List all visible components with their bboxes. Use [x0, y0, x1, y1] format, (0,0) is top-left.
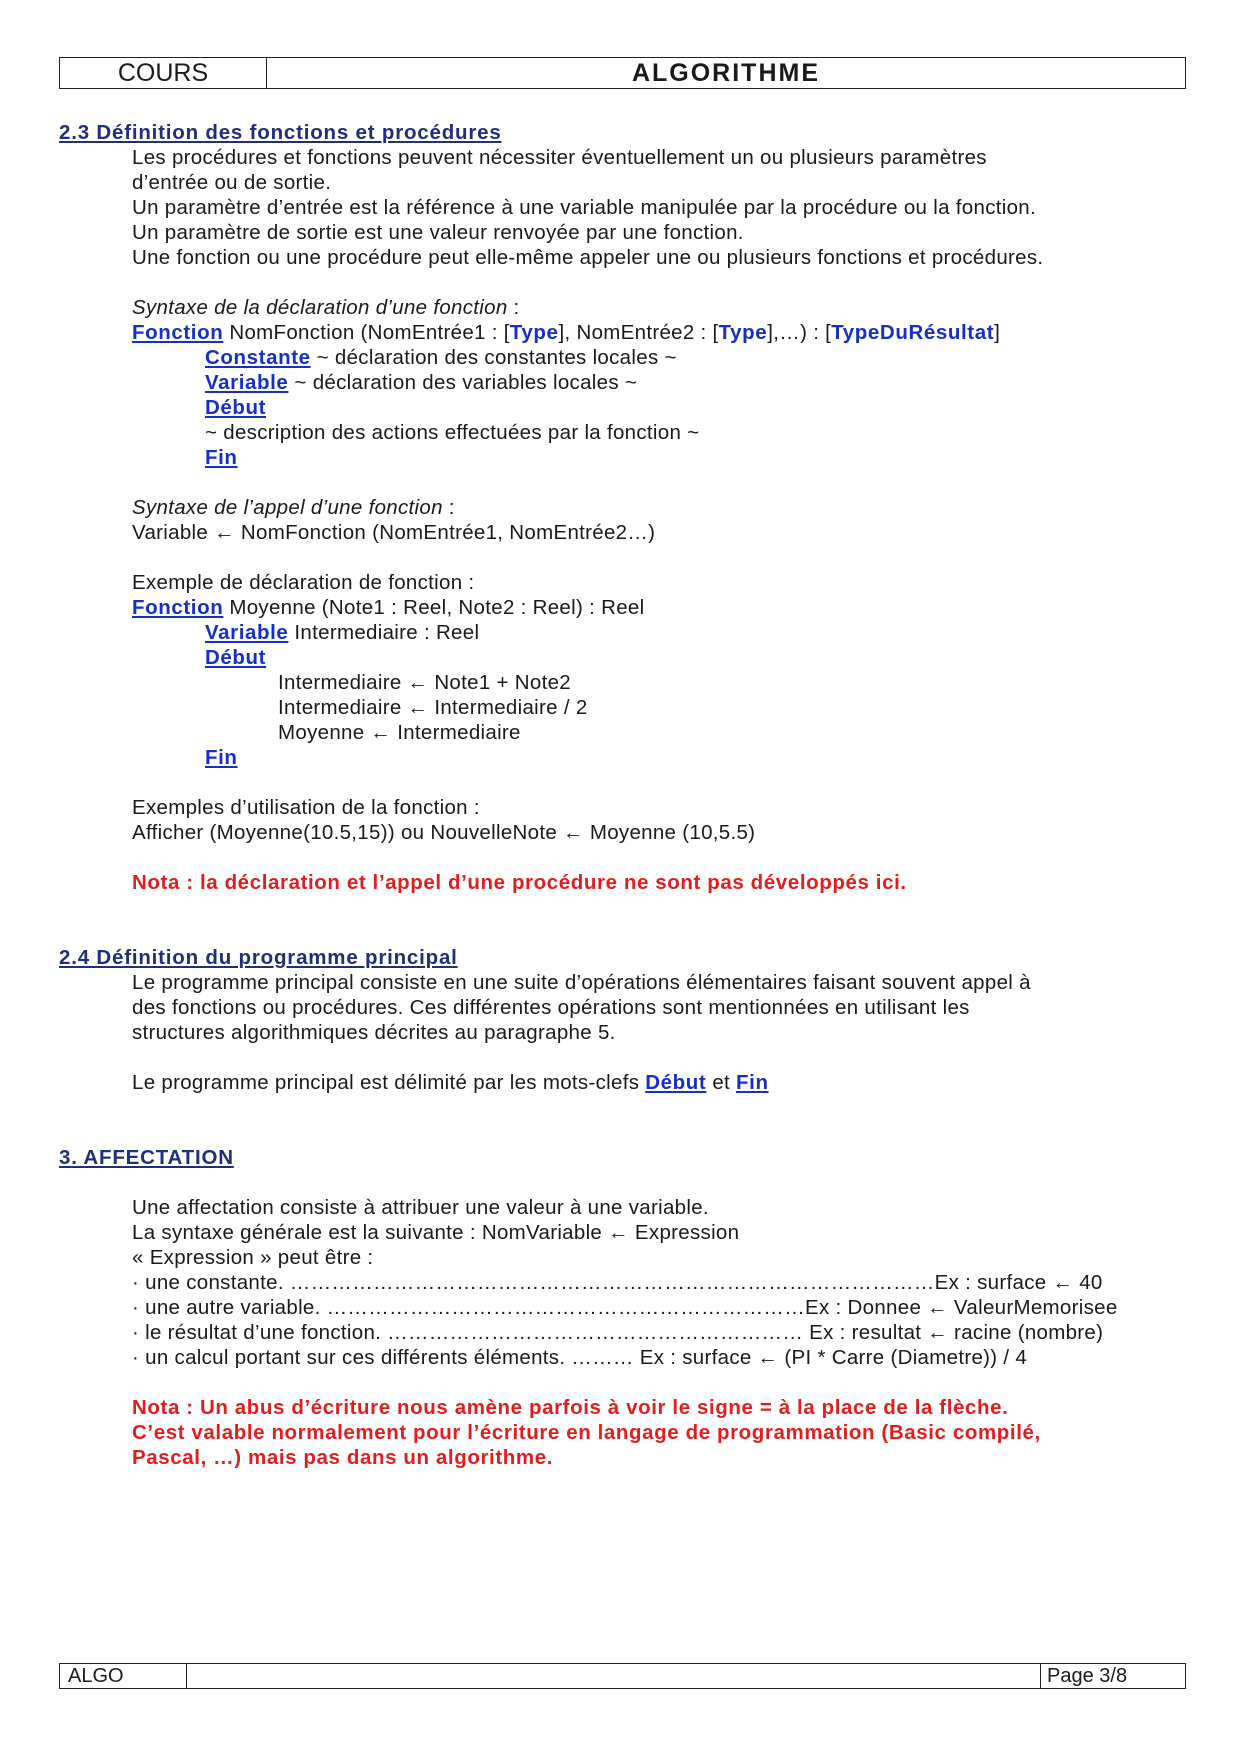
decl-constante: Constante ~ déclaration des constantes locales ~	[205, 346, 677, 369]
list-item: · une constante. …………………………………………………………………………………Ex : surface ← 40	[132, 1271, 1103, 1294]
page-footer	[59, 1663, 1186, 1689]
list-item: · une autre variable. ……………………………………………………………Ex : Donnee ← ValeurMemorisee	[132, 1296, 1118, 1319]
keyword-debut: Début	[645, 1071, 707, 1094]
nota-procedure: Nota : la déclaration et l’appel d’une procédure ne sont pas développés ici.	[132, 871, 907, 894]
keyword-type: Type	[718, 321, 768, 344]
decl-fin	[205, 445, 238, 470]
keyword-constante: Constante	[205, 346, 311, 369]
example-body-line: Intermediaire ← Intermediaire / 2	[278, 696, 588, 719]
call-syntax-label: Syntaxe de l’appel d’une fonction :	[132, 496, 455, 519]
main-program-delimiters: Le programme principal est délimité par les mots-clefs Début et Fin	[132, 1071, 769, 1094]
decl-actions: ~ description des actions effectuées par la fonction ~	[205, 421, 700, 444]
nota-affectation-line: Pascal, …) mais pas dans un algorithme.	[132, 1446, 553, 1469]
paragraph-line: Les procédures et fonctions peuvent nécessiter éventuellement un ou plusieurs paramètres	[132, 146, 987, 169]
example-body-line: Intermediaire ← Note1 + Note2	[278, 671, 571, 694]
example-body-line: Moyenne ← Intermediaire	[278, 721, 521, 744]
paragraph-line: structures algorithmiques décrites au paragraphe 5.	[132, 1021, 616, 1044]
keyword-fin: Fin	[205, 446, 238, 469]
list-item: · un calcul portant sur ces différents éléments. ……… Ex : surface ← (PI * Carre (Diametre)) / 4	[132, 1346, 1028, 1369]
keyword-fonction: Fonction	[132, 321, 224, 344]
paragraph-line: Une affectation consiste à attribuer une valeur à une variable.	[132, 1196, 709, 1219]
paragraph-line: Un paramètre d’entrée est la référence à une variable manipulée par la procédure ou la fonction.	[132, 196, 1036, 219]
keyword-fin: Fin	[205, 746, 238, 769]
keyword-type: Type	[509, 321, 559, 344]
section-2-3-title: 2.3 Définition des fonctions et procédures	[59, 121, 502, 144]
list-item: · le résultat d’une fonction. …………………………………………………… Ex : resultat ← racine (nombre)	[132, 1321, 1104, 1344]
header-course-label: COURS	[60, 58, 267, 88]
decl-signature: Fonction NomFonction (NomEntrée1 : [Type], NomEntrée2 : [Type],…) : [TypeDuRésultat]	[132, 321, 1001, 344]
paragraph-line: Un paramètre de sortie est une valeur renvoyée par une fonction.	[132, 221, 744, 244]
usage-label: Exemples d’utilisation de la fonction :	[132, 796, 480, 819]
example-signature: Fonction Moyenne (Note1 : Reel, Note2 : Reel) : Reel	[132, 596, 645, 619]
example-fin	[205, 745, 238, 770]
section-2-4-title: 2.4 Définition du programme principal	[59, 946, 458, 969]
example-label: Exemple de déclaration de fonction :	[132, 571, 475, 594]
keyword-debut: Début	[205, 646, 267, 669]
paragraph-line: Une fonction ou une procédure peut elle-même appeler une ou plusieurs fonctions et procédures.	[132, 246, 1044, 269]
decl-debut	[205, 395, 266, 420]
paragraph-line: « Expression » peut être :	[132, 1246, 374, 1269]
nota-affectation-line: C’est valable normalement pour l’écriture en langage de programmation (Basic compilé,	[132, 1421, 1041, 1444]
page-header	[59, 57, 1186, 89]
call-syntax: Variable ← NomFonction (NomEntrée1, NomEntrée2…)	[132, 521, 656, 544]
section-3-title: 3. AFFECTATION	[59, 1146, 234, 1169]
keyword-fin: Fin	[736, 1071, 769, 1094]
paragraph-line: Le programme principal consiste en une suite d’opérations élémentaires faisant souvent appel à	[132, 971, 1031, 994]
footer-label: ALGO	[60, 1664, 187, 1688]
paragraph-line: d’entrée ou de sortie.	[132, 171, 332, 194]
example-debut	[205, 645, 266, 670]
keyword-fonction: Fonction	[132, 596, 224, 619]
header-title: ALGORITHME	[631, 58, 821, 87]
keyword-variable: Variable	[205, 371, 289, 394]
decl-syntax-label: Syntaxe de la déclaration d’une fonction :	[132, 296, 520, 319]
page-number: Page 3/8	[1040, 1664, 1185, 1688]
usage-example: Afficher (Moyenne(10.5,15)) ou NouvelleNote ← Moyenne (10,5.5)	[132, 821, 756, 844]
keyword-variable: Variable	[205, 621, 289, 644]
example-variable: Variable Intermediaire : Reel	[205, 621, 480, 644]
paragraph-line: des fonctions ou procédures. Ces différentes opérations sont mentionnées en utilisant les	[132, 996, 970, 1019]
footer-spacer	[187, 1664, 1040, 1688]
nota-affectation-line: Nota : Un abus d’écriture nous amène parfois à voir le signe = à la place de la flèche.	[132, 1396, 1009, 1419]
keyword-debut: Début	[205, 396, 267, 419]
decl-variable: Variable ~ déclaration des variables locales ~	[205, 371, 638, 394]
keyword-typeresult: TypeDuRésultat	[831, 321, 995, 344]
paragraph-line: La syntaxe générale est la suivante : NomVariable ← Expression	[132, 1221, 740, 1244]
